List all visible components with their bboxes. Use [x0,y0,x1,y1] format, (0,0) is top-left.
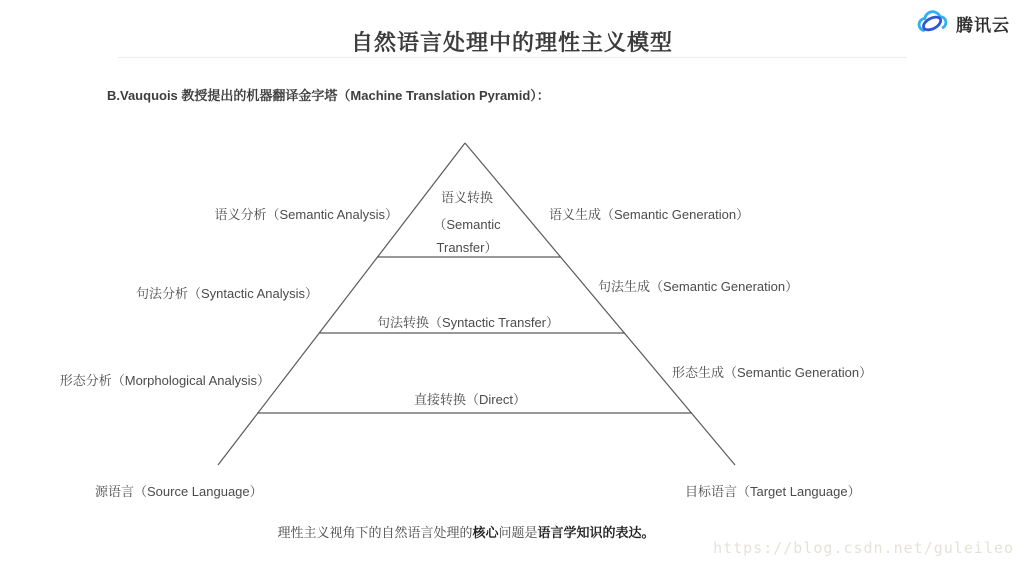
label-semantic-transfer-en1: （Semantic [433,217,501,232]
page-title: 自然语言处理中的理性主义模型 [350,30,673,55]
label-syntactic-generation: 句法生成（Semantic Generation） [598,279,799,294]
label-source-language: 源语言（Source Language） [95,484,263,499]
label-morphological-analysis: 形态分析（Morphological Analysis） [59,373,270,388]
label-syntactic-analysis: 句法分析（Syntactic Analysis） [135,286,318,301]
conclusion-bold2: 语言学知识的表达。 [537,525,655,540]
subtitle: B.Vauquois 教授提出的机器翻译金字塔（Machine Translation Pyramid）： [107,88,550,103]
label-semantic-transfer-en2: Transfer） [436,240,498,255]
label-semantic-generation: 语义生成（Semantic Generation） [549,207,750,222]
label-target-language: 目标语言（Target Language） [685,484,861,499]
label-syntactic-transfer: 句法转换（Syntactic Transfer） [376,315,560,330]
watermark-url: https://blog.csdn.net/guleileo [713,539,1014,557]
label-semantic-transfer [407,186,527,259]
label-direct-transfer: 直接转换（Direct） [414,392,526,407]
brand-name: 腾讯云 [956,15,1010,35]
label-semantic-analysis: 语义分析（Semantic Analysis） [214,207,398,222]
label-morphological-generation: 形态生成（Semantic Generation） [672,365,873,380]
conclusion-bold1: 核心 [472,525,499,540]
conclusion-text [277,522,654,541]
conclusion-part2: 问题是 [498,525,538,540]
label-semantic-transfer-zh: 语义转换 [440,190,493,205]
conclusion-part1: 理性主义视角下的自然语言处理的 [277,525,473,540]
